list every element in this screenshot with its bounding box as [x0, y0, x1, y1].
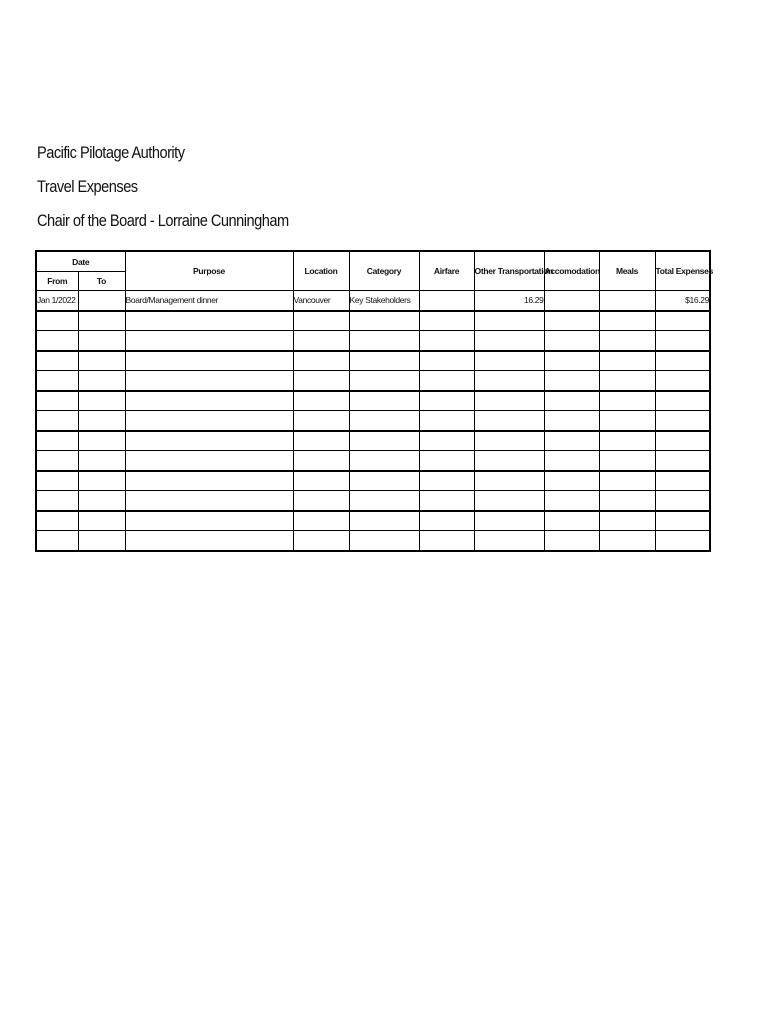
column-header-total-expenses: Total Expenses [655, 251, 710, 291]
cell-airfare [419, 311, 474, 331]
cell-airfare [419, 391, 474, 411]
cell-other-transportation [474, 351, 544, 371]
cell-to [78, 431, 125, 451]
cell-meals [599, 531, 655, 551]
cell-category [349, 431, 419, 451]
cell-meals [599, 411, 655, 431]
cell-accomodation [544, 411, 599, 431]
cell-category [349, 311, 419, 331]
cell-from [36, 451, 78, 471]
cell-location [293, 451, 349, 471]
cell-from [36, 431, 78, 451]
cell-other-transportation [474, 371, 544, 391]
cell-total-expenses [655, 511, 710, 531]
cell-category [349, 351, 419, 371]
cell-from [36, 391, 78, 411]
cell-accomodation [544, 311, 599, 331]
cell-total-expenses [655, 451, 710, 471]
cell-from [36, 331, 78, 351]
cell-purpose [125, 391, 293, 411]
table-row [36, 331, 710, 351]
table-row [36, 471, 710, 491]
cell-to [78, 471, 125, 491]
cell-meals [599, 371, 655, 391]
cell-accomodation [544, 351, 599, 371]
column-header-purpose: Purpose [125, 251, 293, 291]
cell-total-expenses [655, 371, 710, 391]
cell-category [349, 371, 419, 391]
table-row [36, 511, 710, 531]
cell-category [349, 531, 419, 551]
cell-category [349, 391, 419, 411]
column-header-other-transportation: Other Transportation [474, 251, 544, 291]
cell-purpose [125, 411, 293, 431]
table-row [36, 451, 710, 471]
cell-to [78, 371, 125, 391]
cell-meals [599, 511, 655, 531]
cell-other-transportation [474, 431, 544, 451]
cell-from [36, 491, 78, 511]
cell-category [349, 331, 419, 351]
cell-airfare [419, 351, 474, 371]
table-row [36, 491, 710, 511]
cell-location [293, 431, 349, 451]
cell-total-expenses: $16.29 [655, 291, 710, 311]
cell-category [349, 471, 419, 491]
cell-to [78, 491, 125, 511]
cell-location [293, 531, 349, 551]
column-header-date: Date [36, 251, 125, 272]
column-header-accomodation: Accomodation [544, 251, 599, 291]
cell-total-expenses [655, 431, 710, 451]
table-row [36, 531, 710, 551]
cell-to [78, 451, 125, 471]
cell-other-transportation [474, 411, 544, 431]
cell-other-transportation [474, 471, 544, 491]
table-row [36, 431, 710, 451]
cell-airfare [419, 331, 474, 351]
cell-airfare [419, 431, 474, 451]
cell-meals [599, 391, 655, 411]
cell-category [349, 411, 419, 431]
cell-total-expenses [655, 491, 710, 511]
cell-from [36, 411, 78, 431]
cell-purpose [125, 531, 293, 551]
cell-other-transportation [474, 451, 544, 471]
cell-to [78, 331, 125, 351]
cell-category [349, 491, 419, 511]
cell-location [293, 331, 349, 351]
cell-accomodation [544, 531, 599, 551]
cell-accomodation [544, 331, 599, 351]
cell-other-transportation [474, 331, 544, 351]
cell-accomodation [544, 391, 599, 411]
cell-total-expenses [655, 411, 710, 431]
cell-meals [599, 431, 655, 451]
cell-purpose [125, 471, 293, 491]
cell-airfare [419, 371, 474, 391]
cell-location [293, 471, 349, 491]
column-header-meals: Meals [599, 251, 655, 291]
cell-from [36, 471, 78, 491]
cell-total-expenses [655, 351, 710, 371]
cell-to [78, 351, 125, 371]
cell-to [78, 411, 125, 431]
cell-airfare [419, 471, 474, 491]
cell-from [36, 371, 78, 391]
cell-total-expenses [655, 531, 710, 551]
cell-to [78, 391, 125, 411]
cell-airfare [419, 491, 474, 511]
cell-location [293, 411, 349, 431]
cell-category [349, 511, 419, 531]
cell-accomodation [544, 451, 599, 471]
cell-to [78, 291, 125, 311]
cell-other-transportation [474, 511, 544, 531]
travel-expenses-table [35, 250, 714, 552]
cell-other-transportation: 16.29 [474, 291, 544, 311]
cell-meals [599, 471, 655, 491]
cell-meals [599, 291, 655, 311]
cell-to [78, 311, 125, 331]
table-row [36, 311, 710, 331]
cell-meals [599, 351, 655, 371]
cell-meals [599, 331, 655, 351]
cell-from [36, 311, 78, 331]
cell-purpose [125, 331, 293, 351]
cell-airfare [419, 511, 474, 531]
cell-location [293, 511, 349, 531]
cell-total-expenses [655, 311, 710, 331]
cell-purpose [125, 451, 293, 471]
cell-accomodation [544, 291, 599, 311]
cell-from [36, 351, 78, 371]
cell-purpose [125, 431, 293, 451]
column-header-category: Category [349, 251, 419, 291]
cell-meals [599, 491, 655, 511]
report-header [37, 136, 330, 238]
column-header-from: From [36, 272, 78, 291]
cell-location: Vancouver [293, 291, 349, 311]
cell-purpose [125, 351, 293, 371]
cell-other-transportation [474, 491, 544, 511]
cell-other-transportation [474, 531, 544, 551]
cell-purpose: Board/Management dinner [125, 291, 293, 311]
column-header-to: To [78, 272, 125, 291]
cell-category: Key Stakeholders [349, 291, 419, 311]
table-row [36, 391, 710, 411]
cell-airfare [419, 531, 474, 551]
cell-purpose [125, 371, 293, 391]
cell-accomodation [544, 491, 599, 511]
cell-from: Jan 1/2022 [36, 291, 78, 311]
column-header-location: Location [293, 251, 349, 291]
cell-accomodation [544, 471, 599, 491]
cell-airfare [419, 451, 474, 471]
header-row [36, 251, 710, 272]
cell-location [293, 311, 349, 331]
report-subject: Chair of the Board - Lorraine Cunningham [37, 211, 289, 230]
cell-from [36, 531, 78, 551]
table-row [36, 291, 710, 311]
cell-other-transportation [474, 391, 544, 411]
cell-meals [599, 451, 655, 471]
cell-location [293, 491, 349, 511]
column-header-airfare: Airfare [419, 251, 474, 291]
table-row [36, 411, 710, 431]
cell-total-expenses [655, 331, 710, 351]
cell-category [349, 451, 419, 471]
cell-accomodation [544, 371, 599, 391]
cell-to [78, 511, 125, 531]
cell-airfare [419, 291, 474, 311]
cell-purpose [125, 491, 293, 511]
cell-location [293, 391, 349, 411]
table-row [36, 371, 710, 391]
cell-to [78, 531, 125, 551]
organization-title: Pacific Pilotage Authority [37, 143, 185, 162]
report-title: Travel Expenses [37, 177, 138, 196]
cell-accomodation [544, 431, 599, 451]
cell-purpose [125, 311, 293, 331]
cell-location [293, 351, 349, 371]
cell-purpose [125, 511, 293, 531]
cell-total-expenses [655, 391, 710, 411]
cell-total-expenses [655, 471, 710, 491]
cell-airfare [419, 411, 474, 431]
cell-meals [599, 311, 655, 331]
cell-from [36, 511, 78, 531]
cell-accomodation [544, 511, 599, 531]
cell-location [293, 371, 349, 391]
table-row [36, 351, 710, 371]
cell-other-transportation [474, 311, 544, 331]
